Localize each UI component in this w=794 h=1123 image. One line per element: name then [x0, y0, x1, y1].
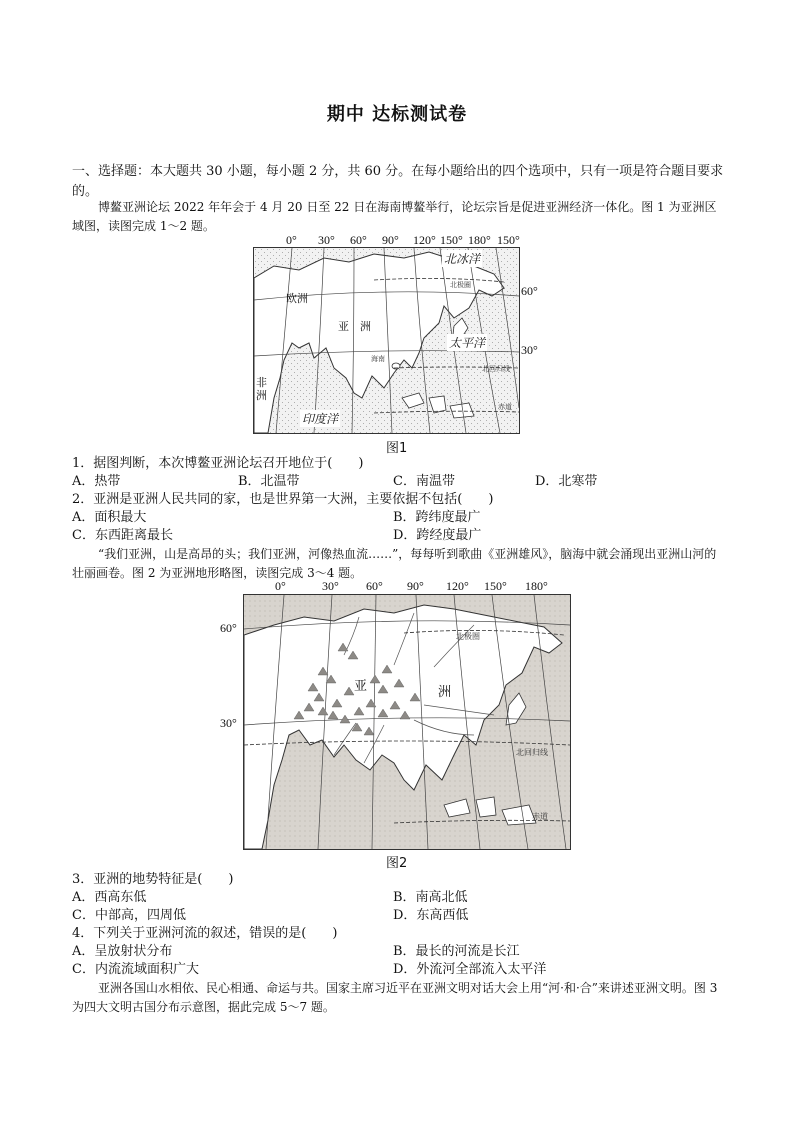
- map2-lat-label: 30°: [220, 716, 237, 730]
- figure-2-caption: 图2: [386, 856, 408, 871]
- europe-label: 欧洲: [286, 292, 308, 305]
- africa-label: 非洲: [256, 376, 267, 402]
- q1-option-a[interactable]: A．热带: [72, 474, 121, 489]
- question-2-stem: 2．亚洲是亚洲人民共同的家，也是世界第一大洲，主要依据不包括( ): [72, 492, 494, 507]
- arctic-circle-label: 北极圈: [450, 281, 471, 289]
- asia-region-map: [253, 247, 520, 434]
- q4-option-d[interactable]: D．外流河全部流入太平洋: [393, 962, 547, 977]
- q3-option-a[interactable]: A．西高东低: [72, 890, 147, 905]
- equator-label: 赤道: [532, 812, 548, 821]
- question-3-stem: 3．亚洲的地势特征是( ): [72, 872, 234, 887]
- intro-paragraph-3: 亚洲各国山水相依、民心相通、命运与共。国家主席习近平在亚洲文明对话大会上用“河·和·合”来讲述亚洲文明。图 3 为四大文明古国分布示意图，据此完成 5～7 题。: [72, 981, 718, 1014]
- q4-option-b[interactable]: B．最长的河流是长江: [393, 944, 520, 959]
- asia-terrain-map: [243, 594, 571, 850]
- map2-lon-label: 90°: [407, 579, 424, 593]
- map1-lon-label: 90°: [382, 233, 399, 247]
- q3-option-b[interactable]: B．南高北低: [393, 890, 468, 905]
- map1-lon-label: 120°: [413, 233, 436, 247]
- q2-option-c[interactable]: C．东西距离最长: [72, 528, 173, 543]
- q3-option-d[interactable]: D．东高西低: [393, 908, 469, 923]
- map2-lat-label: 60°: [220, 621, 237, 635]
- q2-option-d[interactable]: D．跨经度最广: [393, 528, 482, 543]
- arctic-ocean-label: 北冰洋: [444, 252, 481, 266]
- pacific-ocean-label: 太平洋: [449, 336, 486, 350]
- equator-label: 赤道: [498, 403, 512, 411]
- q1-option-c[interactable]: C．南温带: [393, 474, 455, 489]
- q2-option-b[interactable]: B．跨纬度最广: [393, 510, 481, 525]
- map1-lon-label: 0°: [286, 233, 297, 247]
- map2-lon-label: 0°: [275, 579, 286, 593]
- hainan-label: 海南: [371, 355, 385, 363]
- indian-ocean-label: 印度洋: [302, 412, 339, 426]
- q1-option-d[interactable]: D．北寒带: [535, 474, 598, 489]
- arctic-circle-label: 北极圈: [456, 632, 480, 641]
- map1-lon-label: 150°: [440, 233, 463, 247]
- map1-lat-label: 60°: [521, 284, 538, 298]
- map2-lon-label: 120°: [446, 579, 469, 593]
- asia-label-1: 亚: [354, 679, 368, 694]
- map1-lon-label: 180°: [468, 233, 491, 247]
- map2-lon-label: 150°: [484, 579, 507, 593]
- q3-option-c[interactable]: C．中部高，四周低: [72, 908, 186, 923]
- map1-lon-label: 30°: [318, 233, 335, 247]
- intro-paragraph-1: 博鳌亚洲论坛 2022 年年会于 4 月 20 日至 22 日在海南博鳌举行，论坛宗旨是促进亚洲经济一体化。图 1 为亚洲区域图，读图完成 1～2 题。: [72, 200, 717, 233]
- intro-paragraph-2: “我们亚洲，山是高昂的头；我们亚洲，河像热血流……”，每每听到歌曲《亚洲雄风》，脑海中就会涌现出亚洲山河的壮丽画卷。图 2 为亚洲地形略图，读图完成 3～4 题。: [72, 547, 717, 580]
- map2-lon-label: 180°: [525, 579, 548, 593]
- question-1-stem: 1．据图判断，本次博鳌亚洲论坛召开地位于( ): [72, 456, 364, 471]
- section-heading: 一、选择题：本大题共 30 小题，每小题 2 分，共 60 分。在每小题给出的四个选项中，只有一项是符合题目要求的。: [72, 164, 724, 199]
- q1-option-b[interactable]: B．北温带: [238, 474, 300, 489]
- tropic-of-cancer-label: 北回归线: [516, 748, 548, 757]
- asia-label-2: 洲: [438, 685, 452, 700]
- figure-1-caption: 图1: [386, 441, 408, 456]
- asia-label: 亚 洲: [338, 320, 371, 333]
- tropic-of-cancer-label: 北回归线: [482, 365, 510, 373]
- q4-option-a[interactable]: A．呈放射状分布: [72, 944, 173, 959]
- page-title: 期中 达标测试卷: [326, 104, 468, 125]
- map1-lon-label: 60°: [350, 233, 367, 247]
- map1-lon-label: 150°: [497, 233, 520, 247]
- q2-option-a[interactable]: A．面积最大: [72, 510, 147, 525]
- map2-lon-label: 30°: [322, 579, 339, 593]
- map2-lon-label: 60°: [366, 579, 383, 593]
- question-4-stem: 4．下列关于亚洲河流的叙述，错误的是( ): [72, 926, 338, 941]
- map2-drawing: [244, 595, 570, 849]
- map1-lat-label: 30°: [521, 343, 538, 357]
- q4-option-c[interactable]: C．内流流域面积广大: [72, 962, 199, 977]
